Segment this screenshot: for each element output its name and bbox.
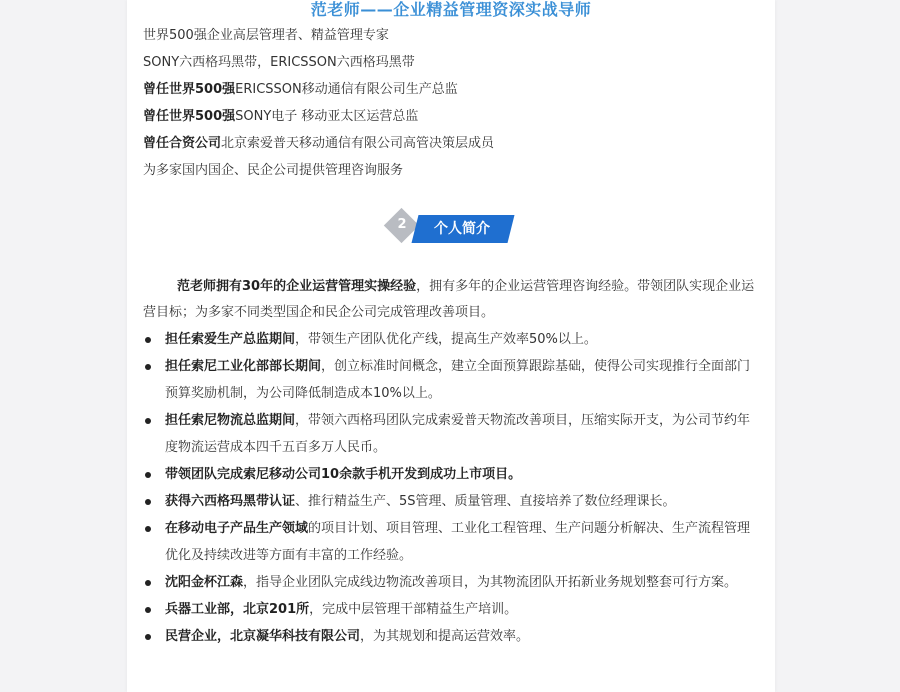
intro-paragraph: 范老师拥有30年的企业运营管理实操经验，拥有多年的企业运营管理咨询经验。带领团队实现企业运营目标；为多家不同类型国企和民企公司完成管理改善项目。 xyxy=(143,279,755,320)
credential-line: 为多家国内国企、民企公司提供管理咨询服务 xyxy=(143,163,404,178)
list-item: 担任索爱生产总监期间，带领生产团队优化产线，提高生产效率50%以上。 xyxy=(143,326,760,353)
page-title: 范老师——企业精益管理资深实战导师 xyxy=(310,0,592,19)
experience-list xyxy=(143,326,760,650)
credential-line: SONY六西格玛黑带，ERICSSON六西格玛黑带 xyxy=(143,55,415,70)
list-item: 带领团队完成索尼移动公司10余款手机开发到成功上市项目。 xyxy=(143,461,760,488)
list-item: 兵器工业部，北京201所，完成中层管理干部精益生产培训。 xyxy=(143,596,760,623)
credential-line: 世界500强企业高层管理者、精益管理专家 xyxy=(143,28,389,43)
list-item: 担任索尼物流总监期间，带领六西格玛团队完成索爱普天物流改善项目，压缩实际开支，为公司节约年度物流运营成本四千五百多万人民币。 xyxy=(143,407,760,461)
credential-line: 曾任世界500强ERICSSON移动通信有限公司生产总监 xyxy=(143,82,458,97)
section-number: 2 xyxy=(397,217,407,232)
credential-line: 曾任合资公司北京索爱普天移动通信有限公司高管决策层成员 xyxy=(143,136,495,151)
list-item: 担任索尼工业化部部长期间，创立标准时间概念，建立全面预算跟踪基础，使得公司实现推行全面部门预算奖励机制，为公司降低制造成本10%以上。 xyxy=(143,353,760,407)
list-item: 民营企业，北京凝华科技有限公司，为其规划和提高运营效率。 xyxy=(143,623,760,650)
section-badge xyxy=(385,209,520,249)
credential-line: 曾任世界500强SONY电子 移动亚太区运营总监 xyxy=(143,109,419,124)
content-card xyxy=(127,0,775,692)
list-item: 在移动电子产品生产领域的项目计划、项目管理、工业化工程管理、生产问题分析解决、生产流程管理优化及持续改进等方面有丰富的工作经验。 xyxy=(143,515,760,569)
list-item: 获得六西格玛黑带认证、推行精益生产、5S管理、质量管理、直接培养了数位经理课长。 xyxy=(143,488,760,515)
list-item: 沈阳金杯江森，指导企业团队完成线边物流改善项目，为其物流团队开拓新业务规划整套可行方案。 xyxy=(143,569,760,596)
section-title: 个人简介 xyxy=(434,221,490,237)
